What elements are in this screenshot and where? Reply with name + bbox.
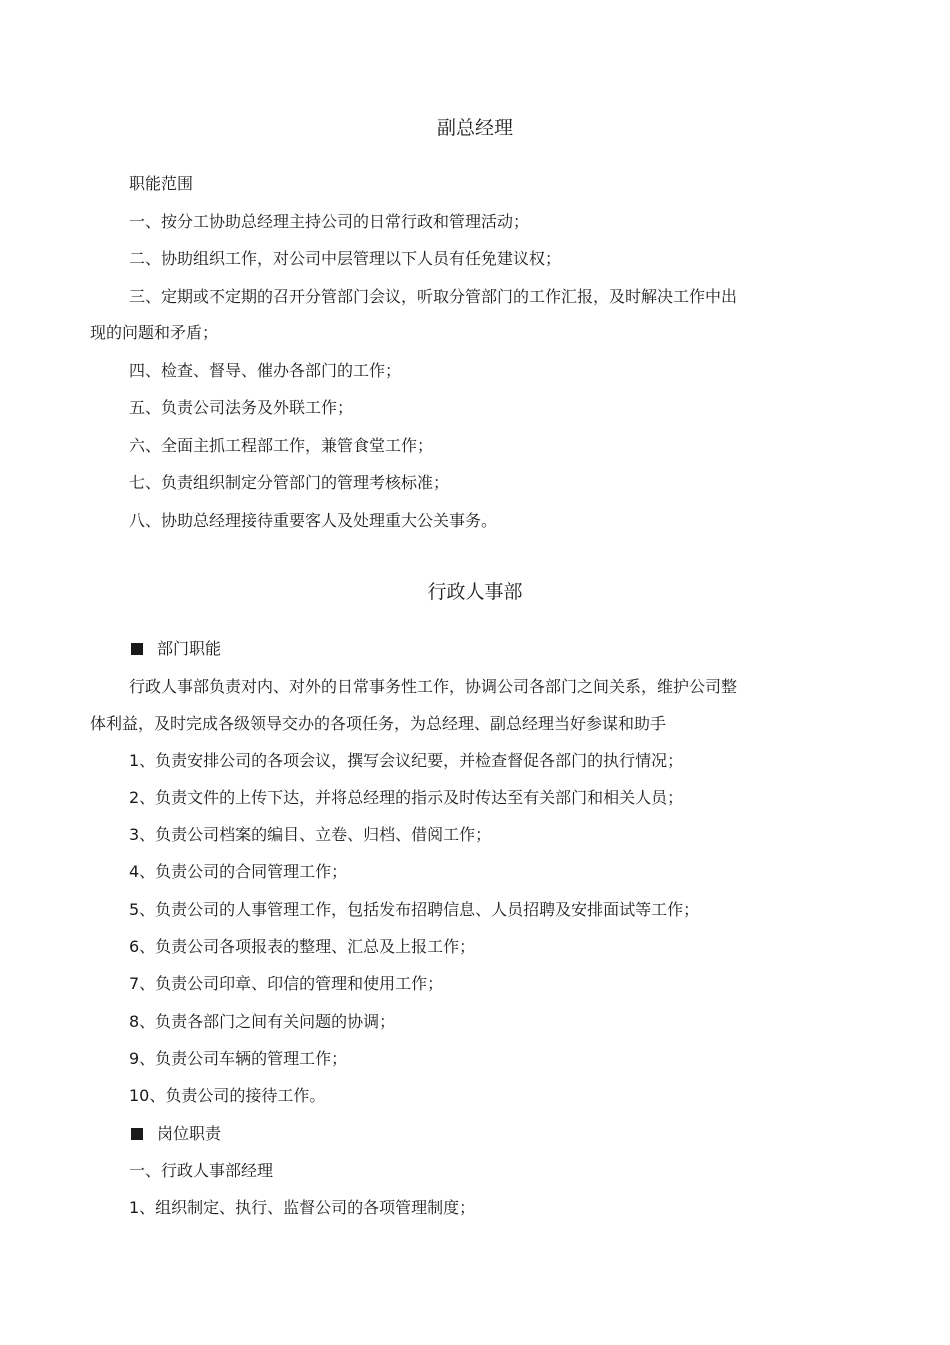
post-heading xyxy=(131,1124,221,1144)
duty-item: 10、负责公司的接待工作。 xyxy=(129,1086,326,1105)
duty-item: 8、负责各部门之间有关问题的协调； xyxy=(129,1012,396,1031)
duty-item: 7、负责公司印章、印信的管理和使用工作； xyxy=(129,974,444,993)
section-title-deputy-gm: 副总经理 xyxy=(436,117,513,139)
duty-item: 1、负责安排公司的各项会议，撰写会议纪要，并检查督促各部门的执行情况； xyxy=(129,751,684,770)
list-item: 三、定期或不定期的召开分管部门会议，听取分管部门的工作汇报，及时解决工作中出 xyxy=(129,287,738,306)
list-item: 四、检查、督导、催办各部门的工作； xyxy=(129,361,402,380)
list-item: 八、协助总经理接待重要客人及处理重大公关事务。 xyxy=(129,511,498,530)
list-item: 五、负责公司法务及外联工作； xyxy=(129,398,354,417)
list-item-continuation: 现的问题和矛盾； xyxy=(90,323,219,342)
list-item: 七、负责组织制定分管部门的管理考核标准； xyxy=(129,473,450,492)
duty-item: 3、负责公司档案的编目、立卷、归档、借阅工作； xyxy=(129,825,492,844)
intro-paragraph-line: 体利益，及时完成各级领导交办的各项任务，为总经理、副总经理当好参谋和助手 xyxy=(90,714,667,733)
section-title-admin-hr: 行政人事部 xyxy=(427,581,523,603)
post-title: 一、行政人事部经理 xyxy=(129,1161,274,1180)
duty-item: 4、负责公司的合同管理工作； xyxy=(129,862,348,881)
post-heading-label: 岗位职责 xyxy=(157,1124,222,1143)
scope-label: 职能范围 xyxy=(129,174,194,193)
intro-paragraph-line: 行政人事部负责对内、对外的日常事务性工作，协调公司各部门之间关系，维护公司整 xyxy=(129,677,738,696)
list-item: 二、协助组织工作，对公司中层管理以下人员有任免建议权； xyxy=(129,249,562,268)
post-item: 1、组织制定、执行、监督公司的各项管理制度； xyxy=(129,1198,476,1217)
square-bullet-icon xyxy=(131,1128,143,1140)
duty-item: 6、负责公司各项报表的整理、汇总及上报工作； xyxy=(129,937,476,956)
list-item: 一、按分工协助总经理主持公司的日常行政和管理活动； xyxy=(129,212,530,231)
duty-item: 2、负责文件的上传下达，并将总经理的指示及时传达至有关部门和相关人员； xyxy=(129,788,684,807)
function-heading xyxy=(131,639,221,659)
duty-item: 5、负责公司的人事管理工作，包括发布招聘信息、人员招聘及安排面试等工作； xyxy=(129,900,700,919)
duty-item: 9、负责公司车辆的管理工作； xyxy=(129,1049,348,1068)
square-bullet-icon xyxy=(131,643,143,655)
function-heading-label: 部门职能 xyxy=(157,639,222,658)
list-item: 六、全面主抓工程部工作，兼管食堂工作； xyxy=(129,436,434,455)
